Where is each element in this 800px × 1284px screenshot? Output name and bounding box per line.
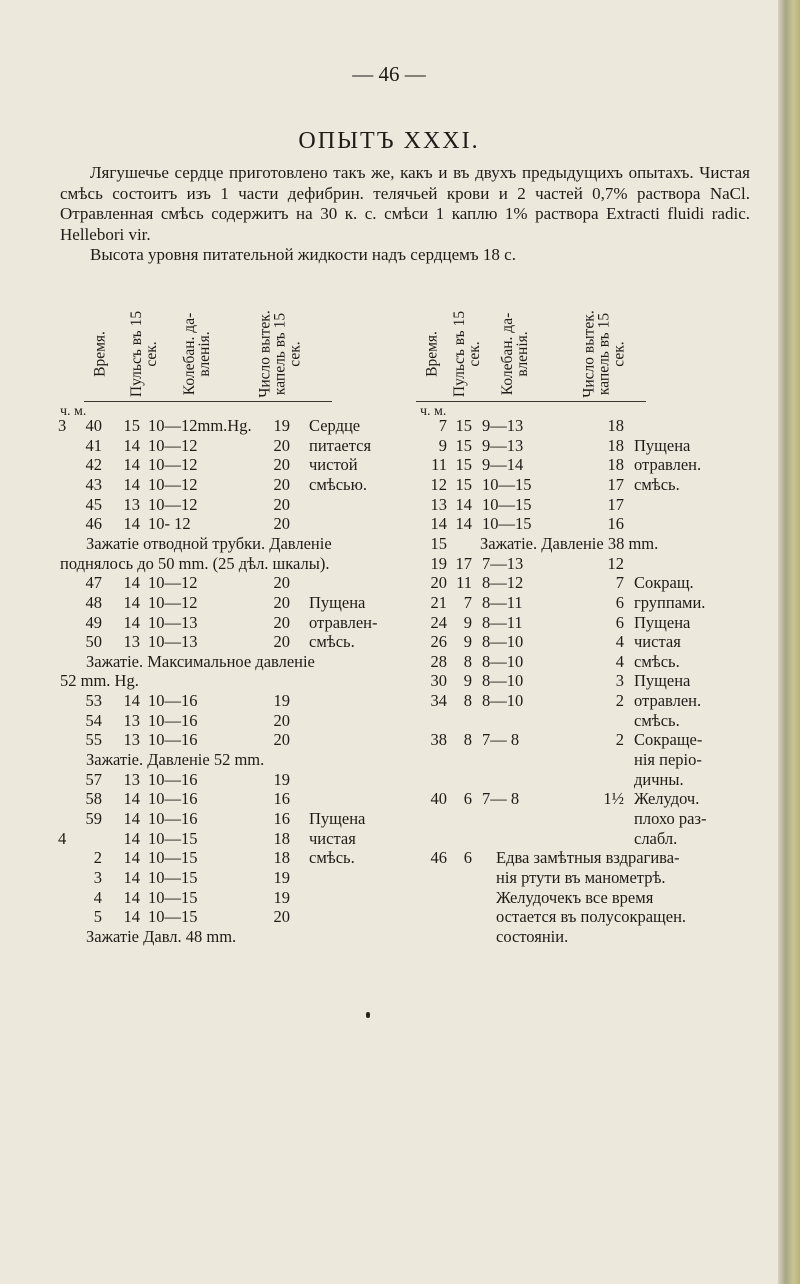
- drops-cell: 17: [607, 494, 624, 514]
- ink-dot: [366, 1012, 370, 1018]
- header-time: [420, 308, 444, 400]
- drops-cell: 20: [273, 474, 290, 494]
- hour-cell: 4: [58, 828, 67, 848]
- oscillation-cell: 9—14: [482, 455, 524, 475]
- pulse-cell: 14: [123, 592, 140, 612]
- oscillation-cell: 10—15: [482, 514, 532, 534]
- pulse-cell: 15: [455, 416, 472, 435]
- minute-cell: 19: [430, 553, 447, 573]
- remark-cell: отравлен.: [634, 691, 702, 711]
- remark-cell: отравлен.: [634, 455, 702, 475]
- oscillation-cell: 10—16: [148, 730, 198, 750]
- pulse-cell: 14: [123, 573, 140, 593]
- drops-cell: 19: [273, 691, 290, 711]
- drops-cell: 18: [607, 416, 624, 435]
- header-pulse-label: Пульсъ въ 15 сек.: [128, 310, 160, 398]
- remark-cell: Пущена: [634, 612, 691, 632]
- drops-cell: 16: [273, 809, 290, 828]
- minute-cell: 45: [85, 494, 102, 514]
- minute-cell: 46: [85, 514, 102, 534]
- oscillation-cell: 10—12: [148, 455, 198, 475]
- header-rule: [416, 401, 646, 402]
- minute-cell: 26: [430, 632, 447, 652]
- header-drops-label: Число вытек. капель въ 15 сек.: [580, 310, 628, 398]
- pulse-cell: 15: [455, 474, 472, 494]
- hour-cell: 3: [58, 416, 67, 435]
- pulse-cell: 14: [455, 494, 472, 514]
- minute-cell: 5: [93, 907, 102, 927]
- oscillation-cell: 10—16: [148, 769, 198, 789]
- header-time: [88, 308, 112, 400]
- minute-cell: 49: [85, 612, 102, 632]
- header-time-label: Время.: [423, 331, 441, 377]
- pulse-cell: 14: [123, 848, 140, 868]
- oscillation-cell: 10—15: [482, 494, 532, 514]
- header-pulse-label: Пульсъ въ 15 сек.: [451, 310, 483, 398]
- remark-cell: смѣсь.: [634, 651, 680, 671]
- drops-cell: 6: [615, 592, 624, 612]
- remark-cell: Пущена: [309, 809, 366, 828]
- header-pulse: [451, 308, 483, 400]
- minute-cell: 54: [85, 710, 102, 730]
- pulse-cell: 13: [123, 769, 140, 789]
- pulse-cell: 9: [463, 632, 472, 652]
- pulse-cell: 15: [455, 435, 472, 455]
- remark-cell: Сокращ.: [634, 573, 694, 593]
- header-oscillation: [499, 308, 531, 400]
- intro-paragraph: Высота уровня питательной жидкости надъ сердцемъ 18 с.: [90, 245, 516, 264]
- oscillation-cell: 10—12: [148, 573, 198, 593]
- pulse-cell: 14: [123, 907, 140, 927]
- page-number: — 46 —: [352, 62, 426, 86]
- page-edge: [778, 0, 800, 1284]
- oscillation-cell: 10—16: [148, 691, 198, 711]
- drops-cell: 18: [607, 455, 624, 475]
- intro-paragraph: Лягушечье сердце приготовлено такъ же, какъ и въ двухъ предыдущихъ опытахъ. Чистая смѣсь состоитъ изъ 1 части дефибрин. телячьей крови и 2 частей 0,7% раствора NaCl. Отравленная смѣсь содержитъ на 30 к. с. смѣси 1 каплю 1% раствора Extracti fluidi radic. Helleborі vir.: [60, 163, 750, 244]
- remark-cell: смѣсь.: [309, 848, 355, 868]
- unit-label-right: ч. м.: [420, 404, 447, 419]
- minute-cell: 9: [438, 435, 447, 455]
- minute-cell: 21: [430, 592, 447, 612]
- oscillation-cell: 10—12: [148, 435, 198, 455]
- oscillation-cell: 7—13: [482, 553, 524, 573]
- pulse-cell: 14: [123, 612, 140, 632]
- header-oscillation-label: Колебан. да- вленія.: [181, 312, 213, 396]
- table-note-line: Зажатіе. Давленіе 52 mm.: [86, 750, 265, 770]
- remark-cell: смѣсь.: [634, 474, 680, 494]
- oscillation-cell: 8—10: [482, 651, 524, 671]
- minute-cell: 28: [430, 651, 447, 671]
- oscillation-cell: 10- 12: [148, 514, 191, 534]
- minute-cell: 47: [85, 573, 102, 593]
- header-drops: [256, 308, 304, 400]
- remark-cell: смѣсь.: [634, 710, 680, 730]
- drops-cell: 20: [273, 514, 290, 534]
- table-note-line: 52 mm. Hg.: [60, 671, 139, 691]
- oscillation-cell: 10—15: [482, 474, 532, 494]
- drops-cell: 20: [273, 632, 290, 652]
- drops-cell: 16: [273, 789, 290, 809]
- pulse-cell: 6: [463, 848, 472, 868]
- drops-cell: 2: [615, 691, 624, 711]
- minute-cell: 13: [430, 494, 447, 514]
- drops-cell: 19: [273, 769, 290, 789]
- minute-cell: 38: [430, 730, 447, 750]
- table-note-line: поднялось до 50 mm. (25 дѣл. шкалы).: [60, 553, 330, 573]
- pulse-cell: 6: [463, 789, 472, 809]
- remark-cell: нія періо-: [634, 750, 702, 770]
- oscillation-cell: 10—16: [148, 809, 198, 828]
- remark-cell: Пущена: [309, 592, 366, 612]
- drops-cell: 2: [615, 730, 624, 750]
- pulse-cell: 9: [463, 612, 472, 632]
- pulse-cell: 7: [463, 592, 472, 612]
- oscillation-cell: 10—15: [148, 848, 198, 868]
- table-note-line: Зажатіе. Максимальное давленіе: [86, 651, 315, 671]
- oscillation-cell: 8—10: [482, 671, 524, 691]
- table-note-line: состояніи.: [496, 926, 569, 946]
- minute-cell: 30: [430, 671, 447, 691]
- minute-cell: 14: [430, 514, 447, 534]
- minute-cell: 57: [85, 769, 102, 789]
- minute-cell: 42: [85, 455, 102, 475]
- remark-cell: слабл.: [634, 828, 678, 848]
- drops-cell: 20: [273, 455, 290, 475]
- drops-cell: 16: [607, 514, 624, 534]
- minute-cell: 41: [85, 435, 102, 455]
- minute-cell: 3: [93, 867, 102, 887]
- pulse-cell: 15: [455, 455, 472, 475]
- drops-cell: 4: [615, 632, 624, 652]
- minute-cell: 46: [430, 848, 447, 868]
- oscillation-cell: 7— 8: [482, 789, 520, 809]
- table-note-line: Зажатіе Давл. 48 mm.: [86, 926, 237, 946]
- oscillation-cell: 8—10: [482, 691, 524, 711]
- header-rule: [84, 401, 332, 402]
- remark-cell: чистая: [309, 828, 356, 848]
- drops-cell: 1½: [603, 789, 624, 809]
- remark-cell: чистая: [634, 632, 681, 652]
- minute-cell: 55: [85, 730, 102, 750]
- pulse-cell: 14: [123, 887, 140, 907]
- drops-cell: 20: [273, 494, 290, 514]
- header-pulse: [128, 308, 160, 400]
- pulse-cell: 17: [455, 553, 472, 573]
- drops-cell: 19: [273, 416, 290, 435]
- experiment-title: ОПЫТЪ XXXI.: [298, 128, 480, 154]
- pulse-cell: 9: [463, 671, 472, 691]
- pulse-cell: 13: [123, 710, 140, 730]
- minute-cell: 59: [85, 809, 102, 828]
- remark-cell: чистой: [309, 455, 358, 475]
- remark-cell: Сердце: [309, 416, 361, 435]
- oscillation-cell: 10—12: [148, 494, 198, 514]
- remark-cell: Пущена: [634, 435, 691, 455]
- pulse-cell: 13: [123, 632, 140, 652]
- remark-cell: питается: [309, 435, 372, 455]
- minute-cell: 40: [430, 789, 447, 809]
- remark-cell: плохо раз-: [634, 809, 707, 828]
- oscillation-cell: 10—12: [148, 474, 198, 494]
- drops-cell: 12: [607, 553, 624, 573]
- oscillation-cell: 10—15: [148, 867, 198, 887]
- remark-cell: Пущена: [634, 671, 691, 691]
- table-note-line: Зажатіе отводной трубки. Давленіе: [86, 533, 332, 553]
- oscillation-cell: 10—16: [148, 710, 198, 730]
- header-drops-label: Число вытек. капель въ 15 сек.: [256, 310, 304, 398]
- pulse-cell: 14: [455, 514, 472, 534]
- unit-label-left: ч. м.: [60, 404, 87, 419]
- oscillation-cell: 8—11: [482, 592, 523, 612]
- minute-cell: 53: [85, 691, 102, 711]
- pulse-cell: 14: [123, 789, 140, 809]
- pulse-cell: 14: [123, 691, 140, 711]
- oscillation-cell: 8—10: [482, 632, 524, 652]
- minute-cell: 40: [85, 416, 102, 435]
- oscillation-cell: 10—13: [148, 632, 198, 652]
- pulse-cell: 15: [123, 416, 140, 435]
- drops-cell: 7: [615, 573, 624, 593]
- minute-cell: 50: [85, 632, 102, 652]
- remark-cell: Сокраще-: [634, 730, 703, 750]
- table-note-line: Зажатіе. Давленіе 38 mm.: [480, 533, 659, 553]
- header-time-label: Время.: [91, 331, 109, 377]
- oscillation-cell: 10—16: [148, 789, 198, 809]
- pulse-cell: 14: [123, 867, 140, 887]
- minute-cell: 11: [431, 455, 447, 475]
- oscillation-cell: 8—11: [482, 612, 523, 632]
- oscillation-cell: 8—12: [482, 573, 524, 593]
- drops-cell: 20: [273, 730, 290, 750]
- drops-cell: 20: [273, 612, 290, 632]
- drops-cell: 20: [273, 592, 290, 612]
- minute-cell: 7: [438, 416, 447, 435]
- oscillation-cell: 9—13: [482, 416, 524, 435]
- oscillation-cell: 10—15: [148, 887, 198, 907]
- pulse-cell: 14: [123, 809, 140, 828]
- oscillation-cell: 7— 8: [482, 730, 520, 750]
- minute-cell: 20: [430, 573, 447, 593]
- drops-cell: 18: [273, 828, 290, 848]
- header-drops: [580, 308, 628, 400]
- pulse-cell: 14: [123, 455, 140, 475]
- drops-cell: 17: [607, 474, 624, 494]
- drops-cell: 6: [615, 612, 624, 632]
- pulse-cell: 14: [123, 514, 140, 534]
- minute-cell: 24: [430, 612, 447, 632]
- table-note-line: Едва замѣтныя вздрагива-: [496, 848, 680, 868]
- drops-cell: 18: [607, 435, 624, 455]
- minute-cell: 4: [93, 887, 102, 907]
- oscillation-cell: 10—15: [148, 907, 198, 927]
- minute-cell: 43: [85, 474, 102, 494]
- drops-cell: 20: [273, 435, 290, 455]
- minute-cell: 48: [85, 592, 102, 612]
- table-note-line: Желудочекъ все время: [496, 887, 654, 907]
- minute-cell: 34: [430, 691, 447, 711]
- remark-cell: отравлен-: [309, 612, 378, 632]
- pulse-cell: 13: [123, 730, 140, 750]
- pulse-cell: 8: [463, 691, 472, 711]
- header-oscillation-label: Колебан. да- вленія.: [499, 312, 531, 396]
- drops-cell: 3: [615, 671, 624, 691]
- drops-cell: 4: [615, 651, 624, 671]
- minute-cell: 15: [430, 533, 447, 553]
- header-oscillation: [181, 308, 213, 400]
- oscillation-cell: 10—15: [148, 828, 198, 848]
- drops-cell: 18: [273, 848, 290, 868]
- pulse-cell: 11: [456, 573, 472, 593]
- remark-cell: Желудоч.: [634, 789, 700, 809]
- remark-cell: смѣсью.: [309, 474, 368, 494]
- remark-cell: дичны.: [634, 769, 684, 789]
- drops-cell: 20: [273, 573, 290, 593]
- oscillation-cell: 10—12: [148, 592, 198, 612]
- pulse-cell: 13: [123, 494, 140, 514]
- pulse-cell: 14: [123, 474, 140, 494]
- table-note-line: остается въ полусокращен.: [496, 907, 687, 927]
- drops-cell: 20: [273, 907, 290, 927]
- oscillation-cell: 10—13: [148, 612, 198, 632]
- pulse-cell: 14: [123, 435, 140, 455]
- drops-cell: 19: [273, 887, 290, 907]
- drops-cell: 19: [273, 867, 290, 887]
- pulse-cell: 14: [123, 828, 140, 848]
- intro-text: [60, 163, 750, 266]
- pulse-cell: 8: [463, 651, 472, 671]
- remark-cell: группами.: [634, 592, 706, 612]
- minute-cell: 2: [93, 848, 102, 868]
- minute-cell: 12: [430, 474, 447, 494]
- oscillation-cell: 10—12mm.Hg.: [148, 416, 252, 435]
- minute-cell: 58: [85, 789, 102, 809]
- remark-cell: смѣсь.: [309, 632, 355, 652]
- drops-cell: 20: [273, 710, 290, 730]
- table-note-line: нія ртути въ манометрѣ.: [496, 867, 666, 887]
- pulse-cell: 8: [463, 730, 472, 750]
- oscillation-cell: 9—13: [482, 435, 524, 455]
